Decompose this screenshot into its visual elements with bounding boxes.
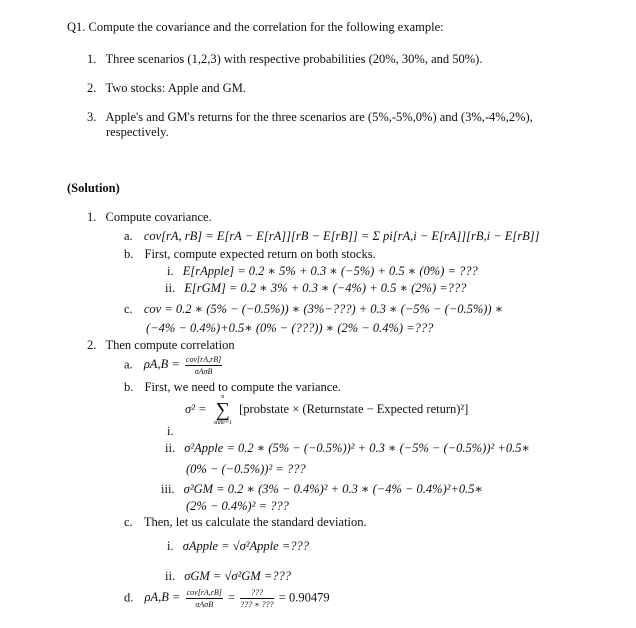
fraction-denominator: ??? ∗ ??? xyxy=(240,600,274,609)
step1-b-i xyxy=(167,264,478,279)
item-number: 2. xyxy=(87,81,97,95)
item-text: Apple's and GM's returns for the three scenarios are (5%,-5%,0%) and (3%,-4%,2%), xyxy=(105,110,533,124)
sub-text: First, we need to compute the variance. xyxy=(144,380,341,394)
item-text: Three scenarios (1,2,3) with respective probabilities (20%, 30%, and 50%). xyxy=(105,52,483,66)
sub-label: iii. xyxy=(161,482,175,496)
question-item-3 xyxy=(87,110,533,125)
sub-label: i. xyxy=(167,539,174,553)
step1-a xyxy=(124,229,540,244)
step1-c xyxy=(124,302,503,317)
sub-label: ii. xyxy=(165,569,176,583)
sub-label: i. xyxy=(167,264,174,278)
correlation-fraction xyxy=(185,355,222,376)
step2 xyxy=(87,338,235,353)
step-text: Compute covariance. xyxy=(105,210,212,224)
step2-b-i-label: i. xyxy=(167,424,174,438)
sub-label: a. xyxy=(124,229,133,243)
step2-c xyxy=(124,515,367,530)
variance-apple-line2: (0% − (−0.5%))² = ??? xyxy=(186,462,306,476)
sub-label: b. xyxy=(124,380,134,394)
step2-a xyxy=(124,355,224,376)
step-number: 2. xyxy=(87,338,97,352)
correlation-result: = 0.90479 xyxy=(278,590,330,605)
question-item-3-continued: respectively. xyxy=(106,125,169,139)
step2-c-i xyxy=(167,539,309,554)
step1 xyxy=(87,210,212,225)
step1-b xyxy=(124,247,376,262)
stddev-gm: σGM = √σ²GM =??? xyxy=(184,569,292,583)
stddev-apple: σApple = √σ²Apple =??? xyxy=(182,539,309,553)
correlation-final-fraction-1 xyxy=(186,588,223,609)
variance-gm-line1: σ²GM = 0.2 ∗ (3% − 0.4%)² + 0.3 ∗ (−4% − 0.4%)²+0.5∗ xyxy=(183,482,484,496)
summation-symbol xyxy=(214,394,232,426)
variance-apple-line1: σ²Apple = 0.2 ∗ (5% − (−0.5%))² + 0.3 ∗ (−5% − (−0.5%))² +0.5∗ xyxy=(184,441,530,455)
sub-text: First, compute expected return on both stocks. xyxy=(144,247,376,261)
sum-upper-limit: n xyxy=(221,394,225,400)
solution-heading: (Solution) xyxy=(67,181,120,195)
sum-lower-limit: state=1 xyxy=(213,420,232,426)
step2-b xyxy=(124,380,341,395)
fraction-numerator: cov[rA,rB] xyxy=(186,588,222,597)
covariance-formula: cov[rA, rB] = E[rA − E[rA]][rB − E[rB]] = Σ pi[rA,i − E[rA]][rB,i − E[rB]] xyxy=(143,229,540,243)
sub-label: d. xyxy=(124,590,134,605)
step2-c-ii xyxy=(165,569,291,584)
covariance-calc-line2: (−4% − 0.4%)+0.5∗ (0% − (???)) ∗ (2% − 0.4%) =??? xyxy=(146,321,434,335)
step2-b-ii xyxy=(165,441,530,456)
step-number: 1. xyxy=(87,210,97,224)
sub-label: a. xyxy=(124,357,133,372)
covariance-calc-line1: cov = 0.2 ∗ (5% − (−0.5%)) ∗ (3%−???) + 0.3 ∗ (−5% − (−0.5%)) ∗ xyxy=(143,302,504,316)
sigma-icon: ∑ xyxy=(215,399,230,421)
sub-text: Then, let us calculate the standard deviation. xyxy=(143,515,367,529)
variance-body: [probstate × (Returnstate − Expected return)²] xyxy=(239,401,469,416)
fraction-numerator: ??? xyxy=(240,588,273,599)
step2-b-iii xyxy=(161,482,483,497)
variance-formula xyxy=(185,394,468,426)
variance-lhs: σ² = xyxy=(185,401,207,416)
step-text: Then compute correlation xyxy=(105,338,235,352)
fraction-denominator: σAσB xyxy=(195,600,214,609)
sub-label: ii. xyxy=(165,281,176,295)
step2-d xyxy=(124,588,330,609)
question-item-2 xyxy=(87,81,246,96)
question-title: Q1. Compute the covariance and the correlation for the following example: xyxy=(67,20,444,34)
item-text: Two stocks: Apple and GM. xyxy=(105,81,246,95)
correlation-final-lhs: ρA,B = xyxy=(144,590,181,605)
sub-label: c. xyxy=(124,515,133,529)
expected-return-gm: E[rGM] = 0.2 ∗ 3% + 0.3 ∗ (−4%) + 0.5 ∗ (2%) =??? xyxy=(184,281,467,295)
correlation-lhs: ρA,B = xyxy=(143,357,180,372)
sub-label: b. xyxy=(124,247,134,261)
question-item-1 xyxy=(87,52,482,67)
fraction-numerator: cov[rA,rB] xyxy=(185,355,222,364)
sub-label: ii. xyxy=(165,441,176,455)
expected-return-apple: E[rApple] = 0.2 ∗ 5% + 0.3 ∗ (−5%) + 0.5 ∗ (0%) = ??? xyxy=(182,264,478,278)
fraction-denominator: σAσB xyxy=(194,367,213,376)
correlation-final-fraction-2 xyxy=(240,588,273,609)
equals-sign: = xyxy=(228,590,236,605)
item-number: 1. xyxy=(87,52,97,66)
variance-gm-line2: (2% − 0.4%)² = ??? xyxy=(186,499,289,513)
item-number: 3. xyxy=(87,110,97,124)
step1-b-ii xyxy=(165,281,466,296)
sub-label: c. xyxy=(124,302,133,316)
